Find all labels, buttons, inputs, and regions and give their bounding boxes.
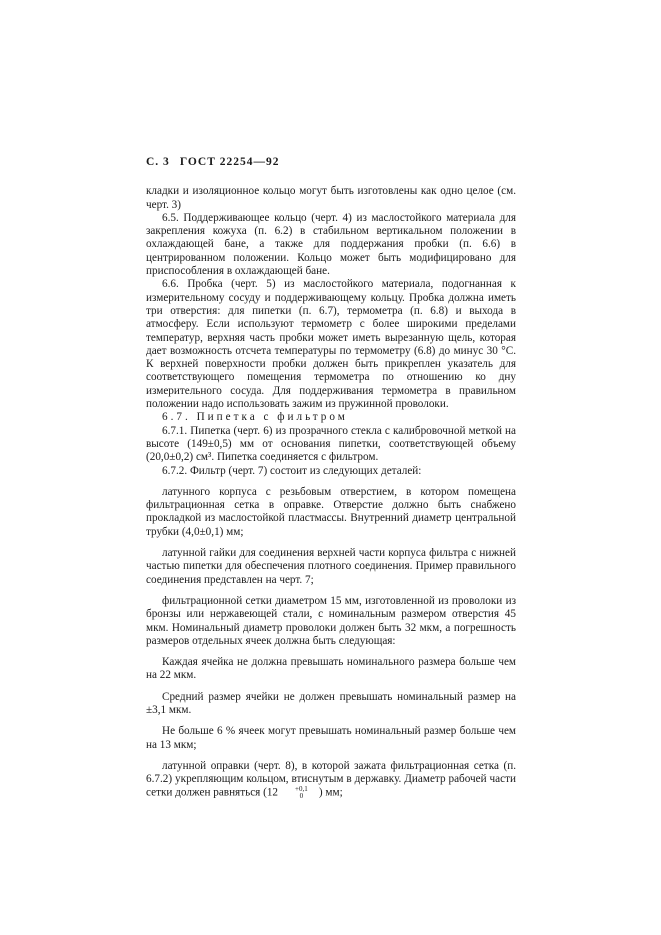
paragraph-6-7-2: 6.7.2. Фильтр (черт. 7) состоит из следующих деталей: — [162, 464, 422, 477]
tolerance-lower: 0 — [299, 792, 304, 801]
paragraph-6-6: 6.6. Пробка (черт. 5) из маслостойкого материала, подогнанная к измерительному сосуду и поддерживающему кольцу. Пробка должна иметь три отверстия: для пипетки (п. 6.7), термометра (п. 6.8) и выхода в атмосферу. Если используют термометр с более широкими пределами температур, верхняя часть пробки может иметь вырезанную щель, которая дает возможность отсчета температуры по термометру (6.8) до минус 30 °С. К верхней поверхности пробки должен быть прикреплен указатель для соответствующего помещения термометра по отношению ко дну измерительного сосуда. Для поддерживания термометра в правильном положении надо использовать зажим из пружинной проволоки. — [146, 278, 516, 411]
page-number: С. 3 — [146, 156, 170, 168]
tolerance-upper: +0,1 — [295, 785, 308, 794]
requirement-max-cell: Каждая ячейка не должна превышать номинального размера больше чем на 22 мкм. — [146, 656, 516, 682]
requirement-percent-cells: Не больше 6 % ячеек могут превышать номинальный размер больше чем на 13 мкм; — [146, 725, 516, 751]
page-header — [146, 156, 516, 169]
paragraph-continuation: кладки и изоляционное кольцо могут быть изготовлены как одно целое (см. черт. 3) — [146, 185, 516, 211]
list-item-frame — [146, 760, 516, 801]
list-item-nut: латунной гайки для соединения верхней части корпуса фильтра с нижней частью пипетки для обеспечения плотного соединения. Пример правильного соединения представлен на черт. 7; — [146, 547, 516, 586]
requirement-mean-cell: Средний размер ячейки не должен превышать номинальный размер на ±3,1 мкм. — [146, 690, 516, 716]
paragraph-6-7-1: 6.7.1. Пипетка (черт. 6) из прозрачного стекла с калибровочной меткой на высоте (149±0,5) мм от основания пипетки, соответствующей объему (20,0±0,2) см³. Пипетка соединяется с фильтром. — [146, 424, 516, 464]
list-item-mesh: фильтрационной сетки диаметром 15 мм, изготовленной из проволоки из бронзы или нержавеющей стали, с номинальным размером отверстия 45 мкм. Номинальный диаметр проволоки должен быть 32 мкм, а погрешность размеров отдельных ячеек должна быть следующая: — [146, 594, 516, 647]
tolerance-fraction — [279, 786, 308, 800]
frame-text-tail: ) мм; — [318, 787, 343, 800]
document-page — [146, 156, 516, 800]
paragraph-6-5: 6.5. Поддерживающее кольцо (черт. 4) из маслостойкого материала для закрепления кожуха (п. 6.2) в стабильном вертикальном положении в охлаждающей бане, а также для поддержания пробки (п. 6.6) в центрированном положении. Кольцо может быть модифицировано для приспособления в охлаждающей бане. — [146, 211, 516, 278]
list-item-housing: латунного корпуса с резьбовым отверстием, в котором помещена фильтрационная сетка в оправке. Отверстие должно быть снабжено прокладкой из маслостойкой пластмассы. Внутренний диаметр центральной трубки (4,0±0,1) мм; — [146, 485, 516, 538]
frame-text: латунной оправки (черт. 8), в которой зажата фильтрационная сетка (п. 6.7.2) укрепляющим кольцом, втиснутым в державку. Диаметр рабочей части сетки должен равняться (12 — [146, 759, 516, 800]
standard-number: ГОСТ 22254—92 — [179, 156, 280, 168]
section-heading-6-7: 6.7. Пипетка с фильтром — [162, 411, 348, 424]
